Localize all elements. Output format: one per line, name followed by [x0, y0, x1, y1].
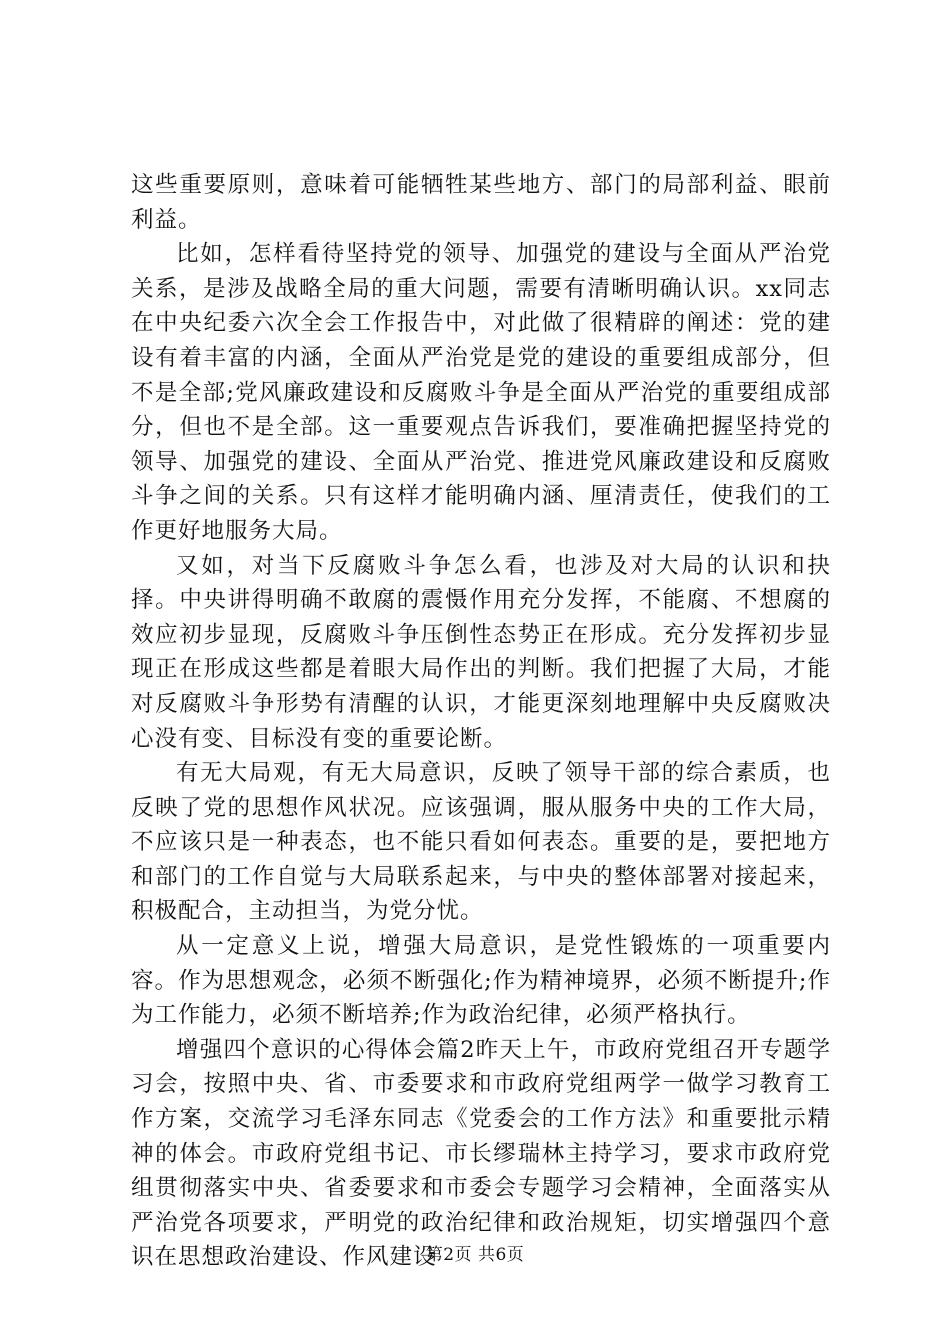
document-body — [131, 168, 831, 1275]
page-number-footer: 第2页 共6页 — [425, 1245, 525, 1265]
paragraph-3: 又如，对当下反腐败斗争怎么看，也涉及对大局的认识和抉择。中央讲得明确不敢腐的震慑作用充分发挥，不能腐、不想腐的效应初步显现，反腐败斗争压倒性态势正在形成。充分发挥初步显现正在形成这些都是着眼大局作出的判断。我们把握了大局，才能对反腐败斗争形势有清醒的认识，才能更深刻地理解中央反腐败决心没有变、目标没有变的重要论断。 — [131, 552, 831, 752]
paragraph-1: 这些重要原则，意味着可能牺牲某些地方、部门的局部利益、眼前利益。 — [131, 172, 831, 233]
paragraph-2: 比如，怎样看待坚持党的领导、加强党的建设与全面从严治党关系，是涉及战略全局的重大问题，需要有清晰明确认识。xx同志在中央纪委六次全会工作报告中，对此做了很精辟的阐述：党的建设有着丰富的内涵，全面从严治党是党的建设的重要组成部分，但不是全部;党风廉政建设和反腐败斗争是全面从严治党的重要组成部分，但也不是全部。这一重要观点告诉我们，要准确把握坚持党的领导、加强党的建设、全面从严治党、推进党风廉政建设和反腐败斗争之间的关系。只有这样才能明确内涵、厘清责任，使我们的工作更好地服务大局。 — [131, 241, 831, 544]
paragraph-5: 从一定意义上说，增强大局意识，是党性锻炼的一项重要内容。作为思想观念，必须不断强化;作为精神境界，必须不断提升;作为工作能力，必须不断培养;作为政治纪律，必须严格执行。 — [131, 933, 831, 1029]
paragraph-4: 有无大局观，有无大局意识，反映了领导干部的综合素质，也反映了党的思想作风状况。应该强调，服从服务中央的工作大局，不应该只是一种表态，也不能只看如何表态。重要的是，要把地方和部门的工作自觉与大局联系起来，与中央的整体部署对接起来，积极配合，主动担当，为党分忧。 — [131, 760, 831, 925]
paragraph-6: 增强四个意识的心得体会篇2昨天上午，市政府党组召开专题学习会，按照中央、省、市委要求和市政府党组两学一做学习教育工作方案，交流学习毛泽东同志《党委会的工作方法》和重要批示精神的体会。市政府党组书记、市长缪瑞林主持学习，要求市政府党组贯彻落实中央、省委要求和市委会专题学习会精神，全面落实从严治党各项要求，严明党的政治纪律和政治规矩，切实增强四个意识在思想政治建设、作风建设 — [131, 1036, 831, 1271]
